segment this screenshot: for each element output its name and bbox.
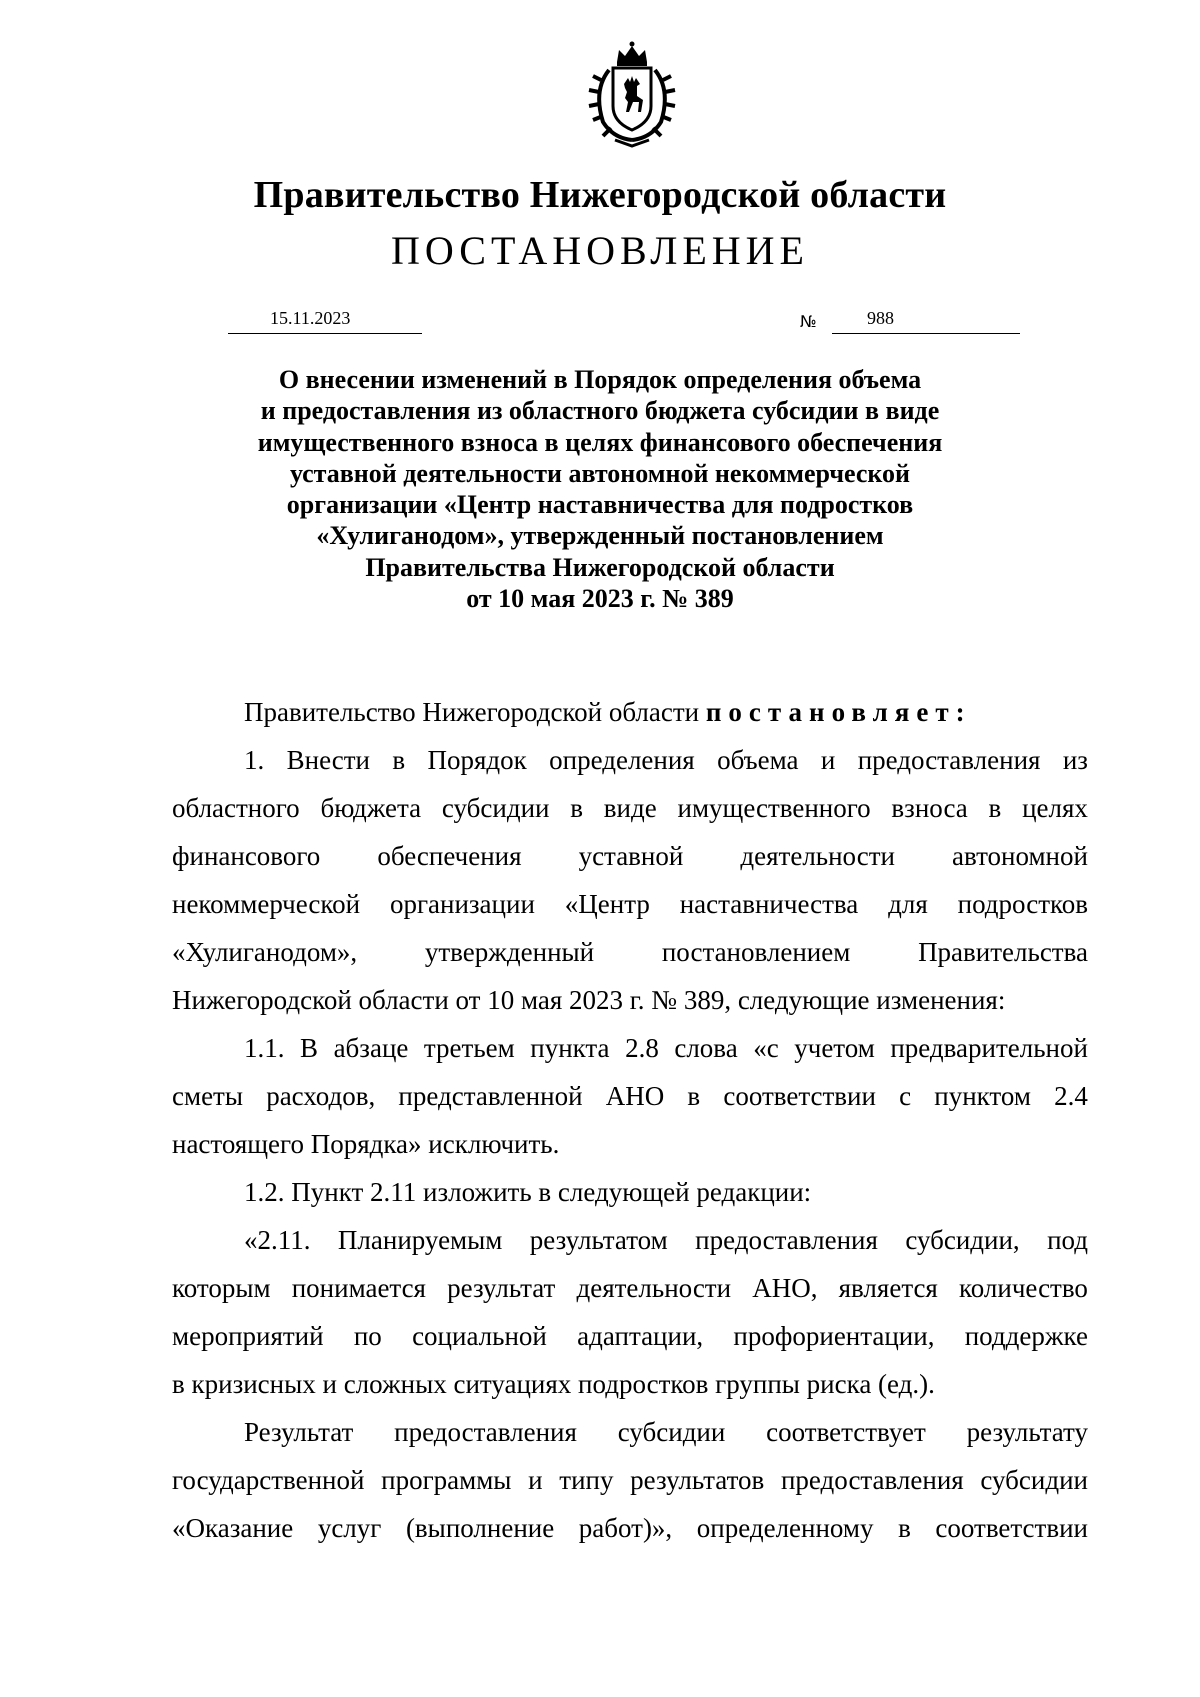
body-line [172, 928, 1088, 976]
subject-line: О внесении изменений в Порядок определения объема [278, 365, 922, 394]
word: с [899, 1081, 912, 1111]
subject-line: Правительства Нижегородской области [365, 552, 835, 582]
word: Порядок [427, 745, 527, 775]
subject-line: организации «Центр наставничества для подростков [286, 490, 914, 520]
word: учетом [794, 1033, 875, 1063]
body-line [172, 1408, 1088, 1456]
body-line [172, 1504, 1088, 1552]
word: взноса [891, 793, 968, 823]
word: соответствии [935, 1513, 1088, 1543]
subject-line: от 10 мая 2023 г. № 389 [466, 584, 734, 614]
word: слова [674, 1033, 738, 1063]
government-title: Правительство Нижегородской области [253, 174, 947, 216]
word: предоставления [695, 1225, 878, 1255]
word: абзаце [333, 1033, 409, 1063]
document-type: ПОСТАНОВЛЕНИЕ [391, 228, 809, 273]
body-line [172, 736, 1088, 784]
word: соответствии [723, 1081, 876, 1111]
word: 1.1. [244, 1033, 285, 1063]
word: АНО, [752, 1273, 818, 1303]
word: «Центр [564, 889, 650, 919]
body-line [172, 1024, 1088, 1072]
word: предоставления [394, 1417, 577, 1447]
word: сметы [172, 1081, 243, 1111]
word: 1. [244, 745, 265, 775]
word: «2.11. [244, 1225, 311, 1255]
word: в [392, 745, 406, 775]
date-field [228, 307, 422, 334]
body-line [172, 1264, 1088, 1312]
word: под [1047, 1225, 1088, 1255]
word: субсидии [980, 1465, 1088, 1495]
word: услуг [317, 1513, 382, 1543]
word: (выполнение [405, 1513, 555, 1543]
word: количество [959, 1273, 1088, 1303]
word: представленной [398, 1081, 583, 1111]
body-line: в кризисных и сложных ситуациях подростков группы риска (ед.). [172, 1369, 935, 1399]
word: финансового [172, 841, 321, 871]
word: третьем [423, 1033, 515, 1063]
intro-line [172, 688, 1088, 736]
word: 2.4 [1054, 1081, 1088, 1111]
word: которым [172, 1273, 271, 1303]
word: «с [753, 1033, 779, 1063]
document-subject [170, 364, 1030, 614]
word: социальной [412, 1321, 547, 1351]
word: соответствует [766, 1417, 926, 1447]
word: пунктом [934, 1081, 1031, 1111]
word: деятельности [740, 841, 895, 871]
word: понимается [291, 1273, 426, 1303]
word: АНО [605, 1081, 665, 1111]
body-line [172, 832, 1088, 880]
body-line [172, 1456, 1088, 1504]
subject-line: «Хулиганодом», утвержденный постановлением [316, 521, 884, 551]
word: предварительной [890, 1033, 1088, 1063]
body-line [172, 1072, 1088, 1120]
document-body [172, 688, 1088, 1552]
word: Результат [244, 1417, 354, 1447]
word: работ)», [578, 1513, 673, 1543]
subject-line: имущественного взноса в целях финансового обеспечения [257, 427, 943, 457]
number-field [832, 307, 1020, 334]
word: по [353, 1321, 382, 1351]
body-line: Нижегородской области от 10 мая 2023 г. № 389, следующие изменения: [172, 985, 1006, 1015]
word: виде [603, 793, 657, 823]
word: целях [1022, 793, 1088, 823]
word: областного [172, 793, 300, 823]
body-line [172, 784, 1088, 832]
word: объема [717, 745, 799, 775]
word: утвержденный [424, 937, 595, 967]
word: типу [559, 1465, 614, 1495]
word: постановлением [661, 937, 851, 967]
subject-line: уставной деятельности автономной некоммерческой [289, 458, 911, 488]
word: и [528, 1465, 543, 1495]
body-line: настоящего Порядка» исключить. [172, 1129, 560, 1159]
word: В [300, 1033, 319, 1063]
word: Планируемым [337, 1225, 503, 1255]
word: субсидии, [905, 1225, 1020, 1255]
word: расходов, [266, 1081, 376, 1111]
word: программы [381, 1465, 512, 1495]
word: результату [966, 1417, 1088, 1447]
word: в [687, 1081, 701, 1111]
word: и [820, 745, 836, 775]
word: обеспечения [377, 841, 522, 871]
body-line [172, 880, 1088, 928]
intro-prefix: Правительство Нижегородской области [244, 697, 700, 727]
word: является [838, 1273, 938, 1303]
word: в [570, 793, 584, 823]
word: «Хулиганодом», [172, 937, 358, 967]
document-date: 15.11.2023 [270, 308, 351, 328]
word: поддержке [964, 1321, 1088, 1351]
word: наставничества [679, 889, 859, 919]
word: Правительства [918, 937, 1088, 967]
intro-verb: постановляет: [705, 697, 972, 727]
word: некоммерческой [172, 889, 361, 919]
word: из [1062, 745, 1088, 775]
word: уставной [578, 841, 684, 871]
word: организации [389, 889, 535, 919]
word: мероприятий [172, 1321, 324, 1351]
word: результат [447, 1273, 556, 1303]
word: пункта [530, 1033, 610, 1063]
document-number: 988 [867, 308, 894, 328]
word: субсидии [617, 1417, 726, 1447]
word: предоставления [780, 1465, 964, 1495]
word: автономной [952, 841, 1088, 871]
word: определенному [696, 1513, 874, 1543]
word: профориентации, [733, 1321, 935, 1351]
number-sign: № [800, 312, 817, 331]
word: результатом [529, 1225, 668, 1255]
word: подростков [957, 889, 1088, 919]
word: результатов [630, 1465, 765, 1495]
word: определения [549, 745, 695, 775]
word: государственной [172, 1465, 365, 1495]
body-line: 1.2. Пункт 2.11 изложить в следующей редакции: [244, 1177, 812, 1207]
body-line [172, 1312, 1088, 1360]
word: Внести [286, 745, 370, 775]
word: субсидии [441, 793, 550, 823]
word: деятельности [576, 1273, 732, 1303]
coat-of-arms-icon [579, 40, 685, 148]
word: в [988, 793, 1002, 823]
word: 2.8 [625, 1033, 659, 1063]
word: для [888, 889, 928, 919]
word: предоставления [857, 745, 1041, 775]
word: бюджета [320, 793, 422, 823]
word: «Оказание [172, 1513, 294, 1543]
subject-line: и предоставления из областного бюджета субсидии в виде [260, 396, 940, 426]
word: в [898, 1513, 911, 1543]
body-line [172, 1216, 1088, 1264]
word: адаптации, [577, 1321, 704, 1351]
word: имущественного [677, 793, 871, 823]
